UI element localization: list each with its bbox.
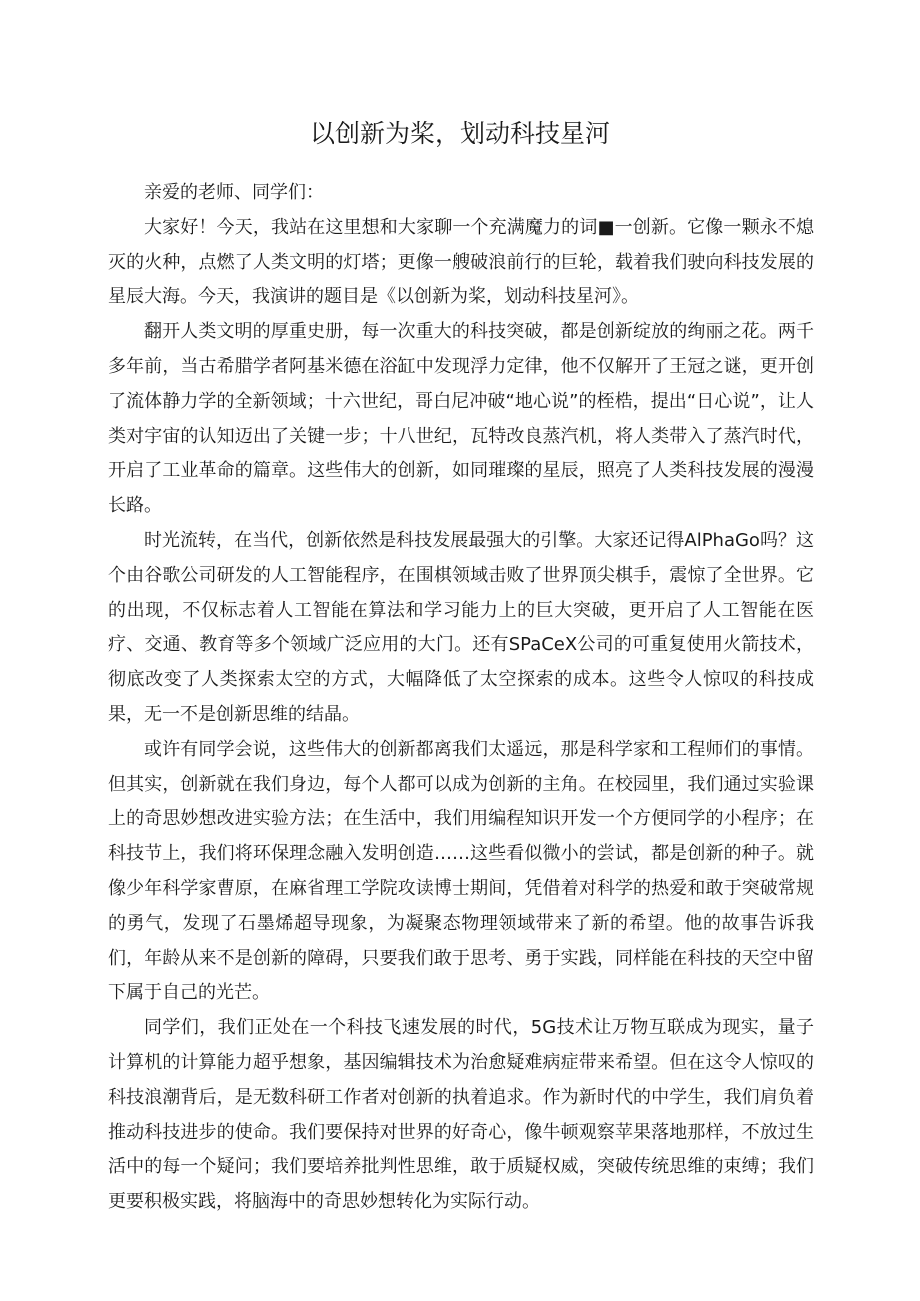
- paragraph-1: 大家好！今天，我站在这里想和大家聊一个充满魔力的词■一创新。它像一颗永不熄灭的火种，点燃了人类文明的灯塔；更像一艘破浪前行的巨轮，载着我们驶向科技发展的星辰大海。今天，我演讲的题目是《以创新为桨，划动科技星河》。: [108, 216, 814, 308]
- paragraph-3: 时光流转，在当代，创新依然是科技发展最强大的引擎。大家还记得AlPhaGo吗？这个由谷歌公司研发的人工智能程序，在围棋领域击败了世界顶尖棋手，震惊了全世界。它的出现，不仅标志着人工智能在算法和学习能力上的巨大突破，更开启了人工智能在医疗、交通、教育等多个领域广泛应用的大门。还有SPaCeX公司的可重复使用火箭技术，彻底改变了人类探索太空的方式，大幅降低了太空探索的成本。这些令人惊叹的科技成果，无一不是创新思维的结晶。: [108, 529, 814, 725]
- salutation: 亲爱的老师、同学们：: [144, 182, 324, 203]
- document-body: [108, 176, 814, 1220]
- document-title: 以创新为桨，划动科技星河: [309, 119, 610, 148]
- paragraph-5: 同学们，我们正处在一个科技飞速发展的时代，5G技术让万物互联成为现实，量子计算机的计算能力超乎想象，基因编辑技术为治愈疑难病症带来希望。但在这令人惊叹的科技浪潮背后，是无数科研工作者对创新的执着追求。作为新时代的中学生，我们肩负着推动科技进步的使命。我们要保持对世界的好奇心，像牛顿观察苹果落地那样，不放过生活中的每一个疑问；我们要培养批判性思维，敢于质疑权威，突破传统思维的束缚；我们更要积极实践，将脑海中的奇思妙想转化为实际行动。: [108, 1017, 814, 1213]
- paragraph-4: 或许有同学会说，这些伟大的创新都离我们太遥远，那是科学家和工程师们的事情。但其实，创新就在我们身边，每个人都可以成为创新的主角。在校园里，我们通过实验课上的奇思妙想改进实验方法；在生活中，我们用编程知识开发一个方便同学的小程序；在科技节上，我们将环保理念融入发明创造……这些看似微小的尝试，都是创新的种子。就像少年科学家曹原，在麻省理工学院攻读博士期间，凭借着对科学的热爱和敢于突破常规的勇气，发现了石墨烯超导现象，为凝聚态物理领域带来了新的希望。他的故事告诉我们，年龄从来不是创新的障碍，只要我们敢于思考、勇于实践，同样能在科技的天空中留下属于自己的光芒。: [108, 738, 814, 1004]
- paragraph-2: 翻开人类文明的厚重史册，每一次重大的科技突破，都是创新绽放的绚丽之花。两千多年前，当古希腊学者阿基米德在浴缸中发现浮力定律，他不仅解开了王冠之谜，更开创了流体静力学的全新领域；十六世纪，哥白尼冲破“地心说”的桎梏，提出“日心说”，让人类对宇宙的认知迈出了关键一步；十八世纪，瓦特改良蒸汽机，将人类带入了蒸汽时代，开启了工业革命的篇章。这些伟大的创新，如同璀璨的星辰，照亮了人类科技发展的漫漫长路。: [108, 321, 814, 517]
